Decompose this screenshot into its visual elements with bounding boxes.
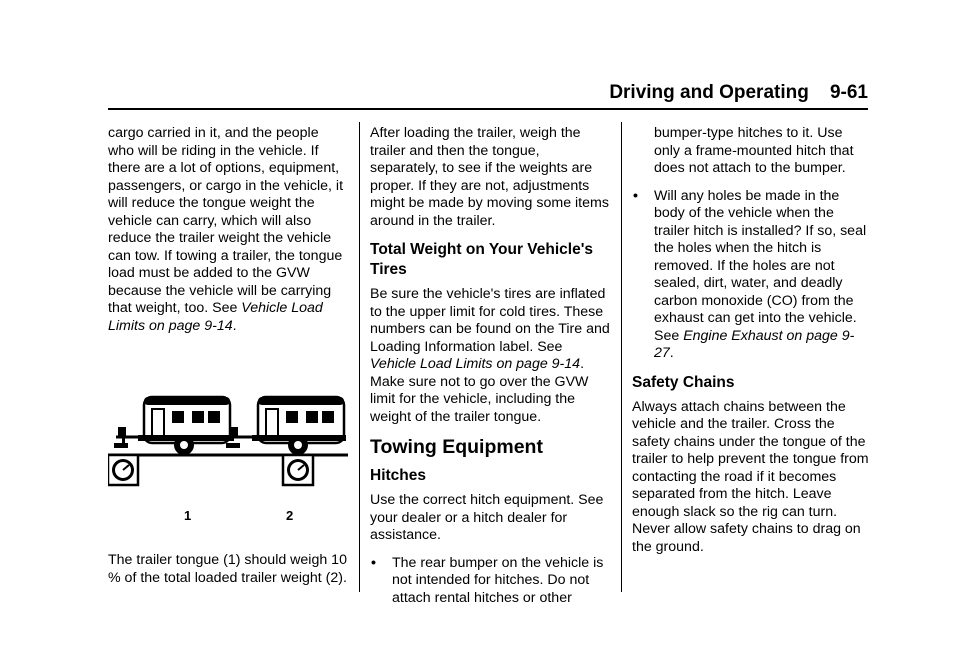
engine-exhaust-link[interactable]: Engine Exhaust on page 9-27 xyxy=(654,327,855,361)
hitches-heading: Hitches xyxy=(370,467,426,484)
hitch-bullet-list-continued xyxy=(632,188,870,363)
tire-inflation-paragraph: Be sure the vehicle's tires are inflated to the upper limit for cold tires. These numbers can be found on the Tire and Loading Information label. See Vehicle Load Limits on page 9-14. Make sure not to go over the GVW limit for the vehicle, including the weight of the trailer tongue. xyxy=(370,286,610,425)
tongue-weight-paragraph: cargo carried in it, and the people who will be riding in the vehicle. If there are a lot of options, equipment, passengers, or cargo in the vehicle, it will reduce the tongue weight the vehicle can carry, which will also reduce the trailer weight the vehicle can tow. If towing a trailer, the tongue load must be added to the GVW because the vehicle will be carrying that weight, too. See Vehicle Load Limits on page 9-14. xyxy=(108,125,344,334)
figure-label-2: 2 xyxy=(286,508,294,523)
hitch-bullet-list xyxy=(370,555,610,608)
column-divider-right xyxy=(621,122,622,592)
safety-chains-heading: Safety Chains xyxy=(632,373,735,391)
weigh-trailer-paragraph: After loading the trailer, weigh the trailer and then the tongue, separately, to see if the weights are proper. If they are not, adjustments might be made by moving some items around in the trailer. xyxy=(370,125,609,229)
page-header xyxy=(108,80,868,110)
trailer-scales-drawing xyxy=(108,389,348,534)
page-number: 9-61 xyxy=(829,82,868,103)
tire-inflation-text: Be sure the vehicle's tires are inflated to the upper limit for cold tires. These numbers can be found on the Tire and Loading Information label. See xyxy=(370,286,610,355)
figure-label-1: 1 xyxy=(184,508,192,523)
column-1 xyxy=(108,125,348,597)
towing-equipment-heading: Towing Equipment xyxy=(370,436,543,458)
body-holes-bullet: • Will any holes be made in the body of the vehicle when the trailer hitch is installed? If so, seal the holes when the hitch is removed. If the holes are not sealed, dirt, water, and deadly carbon monoxide (CO) from the exhaust can get into the vehicle. See Engine Exhaust on page 9-27. xyxy=(632,188,870,363)
tongue-weight-text: cargo carried in it, and the people who will be riding in the vehicle. If there are a lot of options, equipment, passengers, or cargo in the vehicle, it will reduce the tongue weight the vehicle can carry, which will also reduce the trailer weight the vehicle can tow. If towing a trailer, the tongue load must be added to the GVW because the vehicle will be carrying that weight, too. See xyxy=(108,125,344,316)
body-holes-text: Will any holes be made in the body of the vehicle when the trailer hitch is installed? If so, seal the holes when the hitch is removed. If the holes are not sealed, dirt, water, and deadly carbon monoxide (CO) from the exhaust can get into the vehicle. See xyxy=(654,187,867,344)
header-title xyxy=(609,82,868,104)
rear-bumper-bullet: • The rear bumper on the vehicle is not intended for hitches. Do not attach rental hitches or other xyxy=(370,555,610,608)
hitch-equipment-paragraph: Use the correct hitch equipment. See your dealer or a hitch dealer for assistance. xyxy=(370,492,604,543)
column-3 xyxy=(632,125,870,566)
trailer-1-icon xyxy=(108,397,234,485)
rear-bumper-bullet-continued: bumper-type hitches to it. Use only a frame-mounted hitch that does not attach to the bumper. xyxy=(654,125,854,176)
vehicle-load-limits-link[interactable]: Vehicle Load Limits on page 9-14 xyxy=(108,300,323,334)
trailer-weighing-illustration xyxy=(108,389,348,534)
safety-chains-paragraph: Always attach chains between the vehicle and the trailer. Cross the safety chains under the tongue of the trailer to help prevent the tongue from contacting the road if it becomes separated from the hitch. Leave enough slack so the rig can turn. Never allow safety chains to drag on the ground. xyxy=(632,398,869,555)
tongue-percentage-paragraph: The trailer tongue (1) should weigh 10 % of the total loaded trailer weight (2). xyxy=(108,552,347,586)
column-divider-left xyxy=(359,122,360,592)
section-title: Driving and Operating xyxy=(609,82,809,103)
column-2 xyxy=(370,125,610,617)
trailer-2-icon xyxy=(226,397,348,485)
total-weight-heading: Total Weight on Your Vehicle's Tires xyxy=(370,241,594,278)
vehicle-load-limits-link-2[interactable]: Vehicle Load Limits on page 9-14 xyxy=(370,356,581,372)
